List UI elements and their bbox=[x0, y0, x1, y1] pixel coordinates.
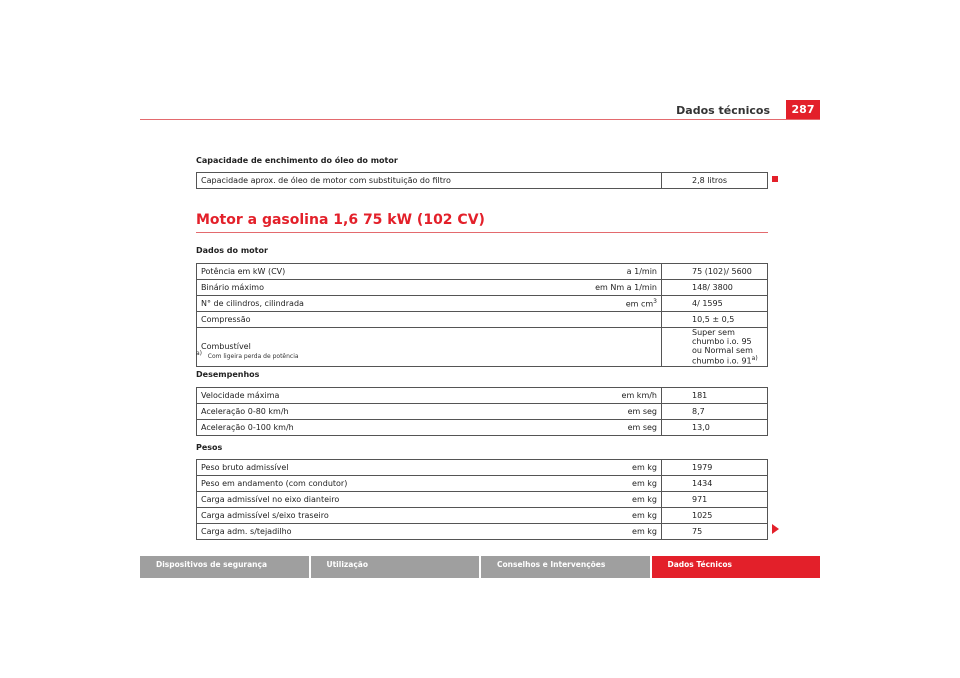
cell-value: 75 bbox=[662, 524, 768, 540]
cell-unit bbox=[493, 312, 662, 328]
table-row bbox=[197, 264, 768, 280]
table-row bbox=[197, 404, 768, 420]
table-row bbox=[197, 524, 768, 540]
unit-text: em cm bbox=[625, 299, 654, 309]
cell-value: 75 (102)/ 5600 bbox=[662, 264, 768, 280]
cell-unit: em kg bbox=[493, 508, 662, 524]
cell-value: 971 bbox=[662, 492, 768, 508]
cell-value: 4/ 1595 bbox=[662, 296, 768, 312]
cell-value: 1434 bbox=[662, 476, 768, 492]
footer-nav bbox=[140, 556, 820, 578]
cell-unit: em kg bbox=[493, 476, 662, 492]
cell-label: Aceleração 0-100 km/h bbox=[197, 420, 494, 436]
footer-tab-dispositivos[interactable]: Dispositivos de segurança bbox=[140, 556, 309, 578]
table-row bbox=[197, 280, 768, 296]
cell-label: Velocidade máxima bbox=[197, 388, 494, 404]
header-divider bbox=[140, 119, 820, 120]
cell-unit: a 1/min bbox=[493, 264, 662, 280]
cell-label: Peso bruto admissível bbox=[197, 460, 494, 476]
page-number: 287 bbox=[786, 100, 820, 120]
cell-value: 1979 bbox=[662, 460, 768, 476]
value-text: Super sem chumbo i.o. 95 ou Normal sem chumbo i.o. 91 bbox=[692, 328, 753, 366]
cell-value bbox=[662, 328, 768, 367]
heading-divider bbox=[196, 232, 768, 233]
performance-label: Desempenhos bbox=[196, 370, 260, 379]
cell-label: Binário máximo bbox=[197, 280, 494, 296]
cell-unit bbox=[493, 173, 662, 189]
cell-label: Combustível bbox=[197, 328, 494, 367]
table-row bbox=[197, 420, 768, 436]
cell-value: 13,0 bbox=[662, 420, 768, 436]
table-row bbox=[197, 492, 768, 508]
table-row bbox=[197, 460, 768, 476]
oil-capacity-label: Capacidade de enchimento do óleo do motor bbox=[196, 156, 398, 165]
unit-superscript: 3 bbox=[653, 298, 657, 306]
oil-capacity-table bbox=[196, 172, 768, 189]
continue-arrow-icon bbox=[772, 524, 779, 534]
page-header-title: Dados técnicos bbox=[676, 104, 770, 117]
cell-unit: em kg bbox=[493, 460, 662, 476]
engine-heading: Motor a gasolina 1,6 75 kW (102 CV) bbox=[196, 212, 485, 228]
cell-value: 8,7 bbox=[662, 404, 768, 420]
cell-label: Carga adm. s/tejadilho bbox=[197, 524, 494, 540]
footer-tab-dados-tecnicos[interactable]: Dados Técnicos bbox=[652, 556, 821, 578]
table-row bbox=[197, 312, 768, 328]
cell-value: 10,5 ± 0,5 bbox=[662, 312, 768, 328]
table-row bbox=[197, 476, 768, 492]
footnote-text: Com ligeira perda de potência bbox=[207, 353, 299, 360]
cell-unit: em kg bbox=[493, 492, 662, 508]
cell-value: 148/ 3800 bbox=[662, 280, 768, 296]
cell-label: Peso em andamento (com condutor) bbox=[197, 476, 494, 492]
weights-table bbox=[196, 459, 768, 540]
weights-label: Pesos bbox=[196, 443, 223, 452]
cell-unit: em km/h bbox=[493, 388, 662, 404]
cell-label: Capacidade aprox. de óleo de motor com substituição do filtro bbox=[197, 173, 494, 189]
cell-value: 1025 bbox=[662, 508, 768, 524]
cell-unit bbox=[493, 296, 662, 312]
performance-table bbox=[196, 387, 768, 436]
cell-unit bbox=[493, 328, 662, 367]
footer-tab-utilizacao[interactable]: Utilização bbox=[311, 556, 480, 578]
cell-unit: em seg bbox=[493, 404, 662, 420]
cell-value: 181 bbox=[662, 388, 768, 404]
engine-data-label: Dados do motor bbox=[196, 246, 268, 255]
cell-label: Compressão bbox=[197, 312, 494, 328]
table-row bbox=[197, 388, 768, 404]
cell-value: 2,8 litros bbox=[662, 173, 768, 189]
cell-label: Potência em kW (CV) bbox=[197, 264, 494, 280]
cell-unit: em seg bbox=[493, 420, 662, 436]
section-end-marker-icon bbox=[772, 176, 778, 182]
cell-label: N° de cilindros, cilindrada bbox=[197, 296, 494, 312]
cell-label: Aceleração 0-80 km/h bbox=[197, 404, 494, 420]
table-row bbox=[197, 296, 768, 312]
footer-tab-conselhos[interactable]: Conselhos e Intervenções bbox=[481, 556, 650, 578]
footnote-mark: a) bbox=[196, 350, 203, 357]
table-row bbox=[197, 173, 768, 189]
table-row bbox=[197, 328, 768, 367]
cell-label: Carga admissível s/eixo traseiro bbox=[197, 508, 494, 524]
footnote bbox=[196, 350, 299, 360]
footnote-ref: a) bbox=[751, 355, 758, 362]
cell-unit: em Nm a 1/min bbox=[493, 280, 662, 296]
table-row bbox=[197, 508, 768, 524]
cell-label: Carga admissível no eixo dianteiro bbox=[197, 492, 494, 508]
cell-unit: em kg bbox=[493, 524, 662, 540]
